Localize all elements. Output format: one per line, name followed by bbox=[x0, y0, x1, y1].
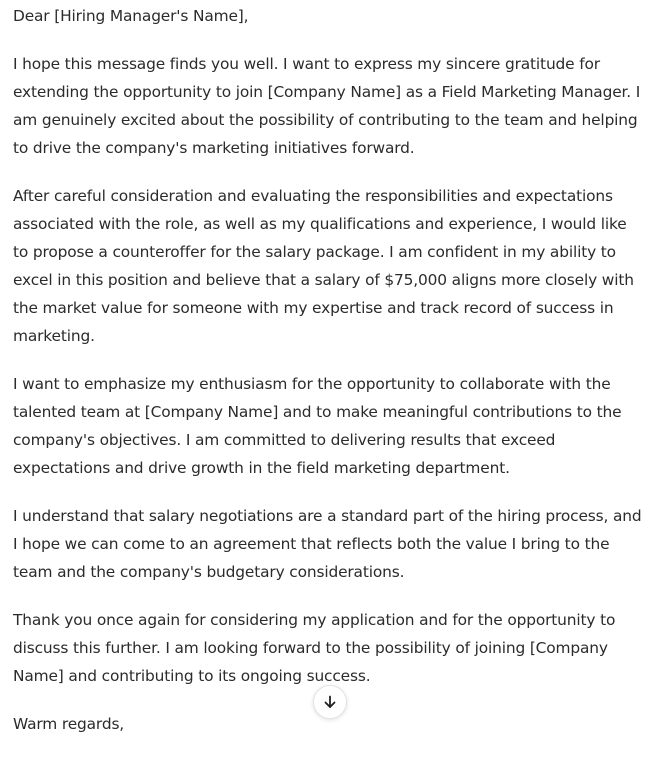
scroll-to-bottom-button[interactable] bbox=[313, 685, 347, 719]
salutation: Dear [Hiring Manager's Name], bbox=[13, 7, 249, 25]
message-paragraph-1: I hope this message finds you well. I want to express my sincere gratitude for extending the opportunity to join [Company Name] as a Field Marketing Manager. I am genuinely excited about the possibility of contributing to the team and helping to drive the company's marketing initiatives forward. bbox=[13, 55, 641, 157]
arrow-down-icon bbox=[322, 694, 338, 710]
message-paragraph-2: After careful consideration and evaluating the responsibilities and expectations associated with the role, as well as my qualifications and experience, I would like to propose a counteroffer for the salary package. I am confident in my ability to excel in this position and believe that a salary of $75,000 aligns more closely with the market value for someone with my expertise and track record of success in marketing. bbox=[13, 187, 634, 345]
message-paragraph-5: Thank you once again for considering my application and for the opportunity to discuss this further. I am looking forward to the possibility of joining [Company Name] and contributing to its ongoing success. bbox=[13, 611, 616, 685]
message-paragraph-4: I understand that salary negotiations are a standard part of the hiring process, and I hope we can come to an agreement that reflects both the value I bring to the team and the company's budgetary considerations. bbox=[13, 507, 642, 581]
message-paragraph-3: I want to emphasize my enthusiasm for the opportunity to collaborate with the talented team at [Company Name] and to make meaningful contributions to the company's objectives. I am committed to delivering results that exceed expectations and drive growth in the field marketing department. bbox=[13, 375, 622, 477]
closing: Warm regards, bbox=[13, 715, 125, 733]
assistant-message bbox=[13, 2, 643, 758]
